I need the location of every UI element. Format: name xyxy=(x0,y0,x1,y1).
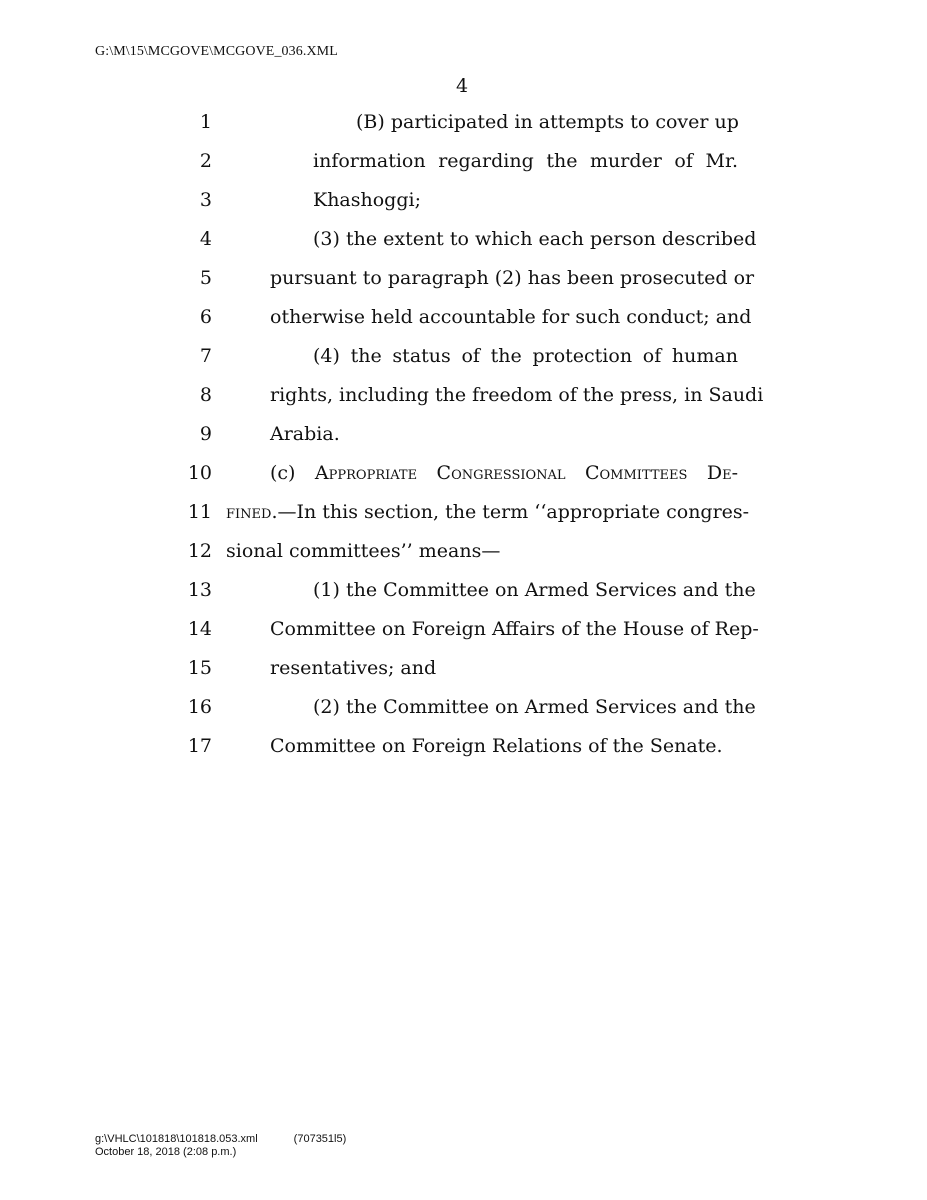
subsection-heading-continued: fined xyxy=(226,501,272,523)
text-line xyxy=(0,221,927,260)
line-number: 13 xyxy=(187,579,212,601)
line-number: 11 xyxy=(187,501,212,523)
file-path: G:\M\15\MCGOVE\MCGOVE_036.XML xyxy=(95,44,338,59)
text-line xyxy=(0,143,927,182)
text-line xyxy=(0,494,927,533)
line-number: 2 xyxy=(199,150,212,172)
line-number: 8 xyxy=(199,384,212,406)
line-number: 15 xyxy=(187,657,212,679)
line-number: 1 xyxy=(199,111,212,133)
text-line xyxy=(0,416,927,455)
footer xyxy=(95,1133,346,1159)
line-text: otherwise held accountable for such conduct; and xyxy=(270,306,752,328)
text-line xyxy=(0,299,927,338)
line-text: (2) the Committee on Armed Services and the xyxy=(313,696,756,718)
footer-doc-id: (707351l5) xyxy=(293,1133,347,1145)
line-number: 5 xyxy=(199,267,212,289)
line-text: resentatives; and xyxy=(270,657,437,679)
line-text-rest: .—In this section, the term ‘‘appropriate congres- xyxy=(271,501,750,523)
line-text: rights, including the freedom of the press, in Saudi xyxy=(270,384,764,406)
line-number: 6 xyxy=(199,306,212,328)
line-text: Committee on Foreign Affairs of the House of Rep- xyxy=(270,618,759,640)
line-text: (3) the extent to which each person described xyxy=(313,228,757,250)
line-text: information regarding the murder of Mr. xyxy=(313,150,738,172)
line-number: 3 xyxy=(199,189,212,211)
footer-row xyxy=(95,1133,346,1146)
footer-date: October 18, 2018 (2:08 p.m.) xyxy=(95,1146,237,1158)
bill-text xyxy=(0,104,927,767)
text-line xyxy=(0,650,927,689)
text-line xyxy=(0,182,927,221)
line-text: (1) the Committee on Armed Services and the xyxy=(313,579,756,601)
line-text: Arabia. xyxy=(270,423,340,445)
text-line xyxy=(0,104,927,143)
line-number: 9 xyxy=(199,423,212,445)
text-line xyxy=(0,455,927,494)
subsection-label: (c) xyxy=(270,462,315,484)
line-text: sional committees’’ means— xyxy=(226,540,501,562)
line-text: Khashoggi; xyxy=(313,189,421,211)
line-number: 7 xyxy=(199,345,212,367)
text-line xyxy=(0,611,927,650)
text-line xyxy=(0,689,927,728)
text-line xyxy=(0,338,927,377)
line-number: 10 xyxy=(187,462,212,484)
page-number: 4 xyxy=(456,75,469,97)
footer-path: g:\VHLC\101818\101818.053.xml xyxy=(95,1133,258,1145)
line-text: (4) the status of the protection of human xyxy=(313,345,738,367)
text-line xyxy=(0,533,927,572)
line-number: 4 xyxy=(199,228,212,250)
line-number: 14 xyxy=(187,618,212,640)
text-line xyxy=(0,377,927,416)
line-text xyxy=(270,462,738,484)
text-line xyxy=(0,728,927,767)
line-number: 12 xyxy=(187,540,212,562)
line-number: 17 xyxy=(187,735,212,757)
line-text: (B) participated in attempts to cover up xyxy=(356,111,739,133)
line-text xyxy=(226,501,750,523)
line-number: 16 xyxy=(187,696,212,718)
text-line xyxy=(0,260,927,299)
subsection-heading: Appropriate Congressional Committees De- xyxy=(314,462,738,484)
line-text: Committee on Foreign Relations of the Senate. xyxy=(270,735,723,757)
text-line xyxy=(0,572,927,611)
line-text: pursuant to paragraph (2) has been prosecuted or xyxy=(270,267,755,289)
